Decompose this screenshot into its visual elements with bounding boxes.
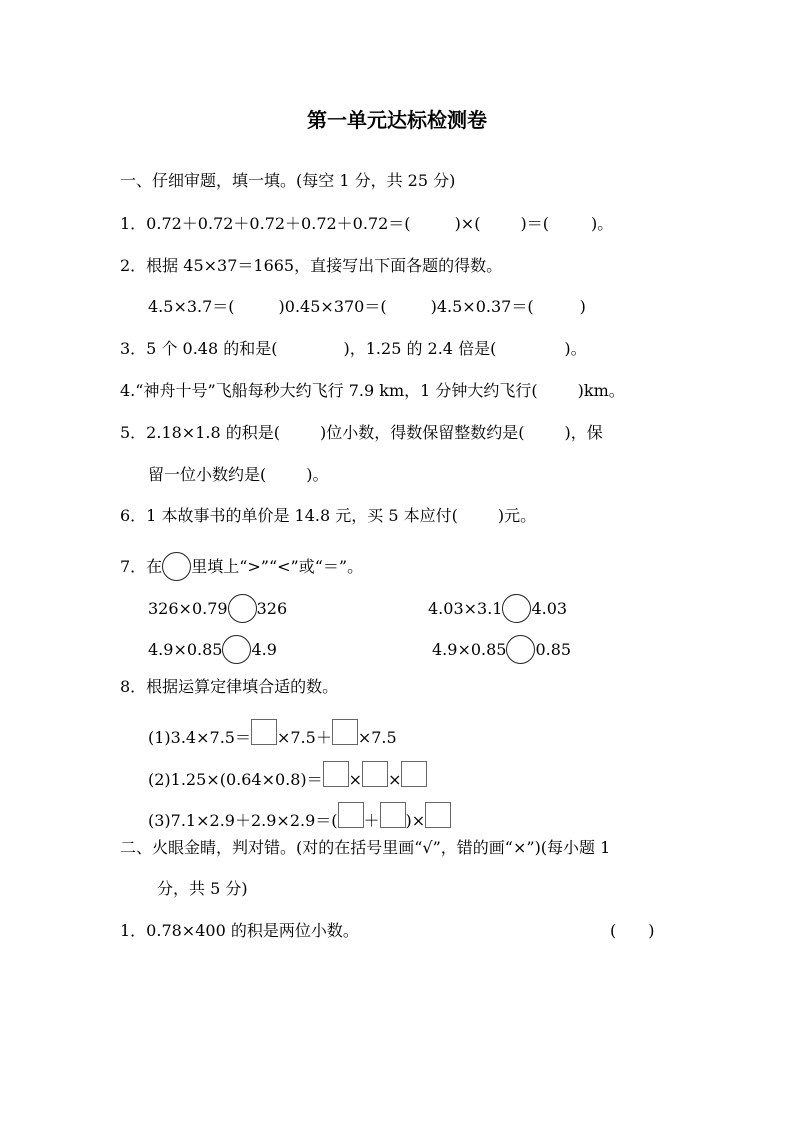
question-3: 3．5 个 0.48 的和是( )，1.25 的 2.4 倍是( )。	[120, 339, 587, 358]
q8-row-3: (3)7.1×2.9＋2.9×2.9＝( ＋ )×	[148, 802, 451, 831]
compare-circle[interactable]	[502, 594, 531, 623]
compare-item: 4.9×0.85 4.9	[148, 635, 277, 664]
question-4: 4.“神舟十号”飞船每秒大约飞行 7.9 km，1 分钟大约飞行( )km。	[120, 381, 625, 400]
compare-item: 4.9×0.85 0.85	[432, 635, 571, 664]
answer-box[interactable]	[338, 802, 364, 828]
answer-box[interactable]	[425, 802, 451, 828]
circle-icon	[162, 552, 191, 581]
question-1: 1．0.72＋0.72＋0.72＋0.72＋0.72＝( )×( )＝( )。	[120, 214, 614, 233]
q8-row-1: (1)3.4×7.5＝ ×7.5＋ ×7.5	[148, 719, 397, 748]
compare-item: 4.03×3.1 4.03	[428, 594, 567, 623]
question-2-items: 4.5×3.7＝( )0.45×370＝( )4.5×0.37＝( )	[148, 297, 586, 316]
answer-box[interactable]	[362, 761, 388, 787]
compare-circle[interactable]	[228, 594, 257, 623]
answer-box[interactable]	[380, 802, 406, 828]
question-8: 8．根据运算定律填合适的数。	[120, 677, 339, 696]
section2-heading-cont: 分，共 5 分)	[157, 879, 248, 898]
question-2: 2．根据 45×37＝1665，直接写出下面各题的得数。	[120, 256, 503, 275]
q8-row-2: (2)1.25×(0.64×0.8)＝ × ×	[148, 761, 427, 790]
answer-box[interactable]	[251, 719, 277, 745]
compare-circle[interactable]	[506, 635, 535, 664]
question-5-line2: 留一位小数约是( )。	[148, 465, 329, 484]
question-6: 6．1 本故事书的单价是 14.8 元，买 5 本应付( )元。	[120, 506, 537, 525]
answer-box[interactable]	[323, 761, 349, 787]
section1-heading: 一、仔细审题，填一填。(每空 1 分，共 25 分)	[120, 171, 456, 190]
judge-answer-paren[interactable]: ( )	[610, 921, 655, 940]
answer-box[interactable]	[332, 719, 358, 745]
compare-circle[interactable]	[222, 635, 251, 664]
judge-question-1: 1．0.78×400 的积是两位小数。	[120, 921, 359, 940]
answer-box[interactable]	[401, 761, 427, 787]
question-7: 7．在 里填上“>”“<”或“＝”。	[120, 552, 363, 581]
page-title: 第一单元达标检测卷	[307, 108, 487, 132]
compare-item: 326×0.79 326	[148, 594, 287, 623]
section2-heading: 二、火眼金睛，判对错。(对的在括号里画“√”，错的画“×”)(每小题 1	[120, 838, 611, 857]
question-5: 5．2.18×1.8 的积是( )位小数，得数保留整数约是( )，保	[120, 423, 603, 442]
